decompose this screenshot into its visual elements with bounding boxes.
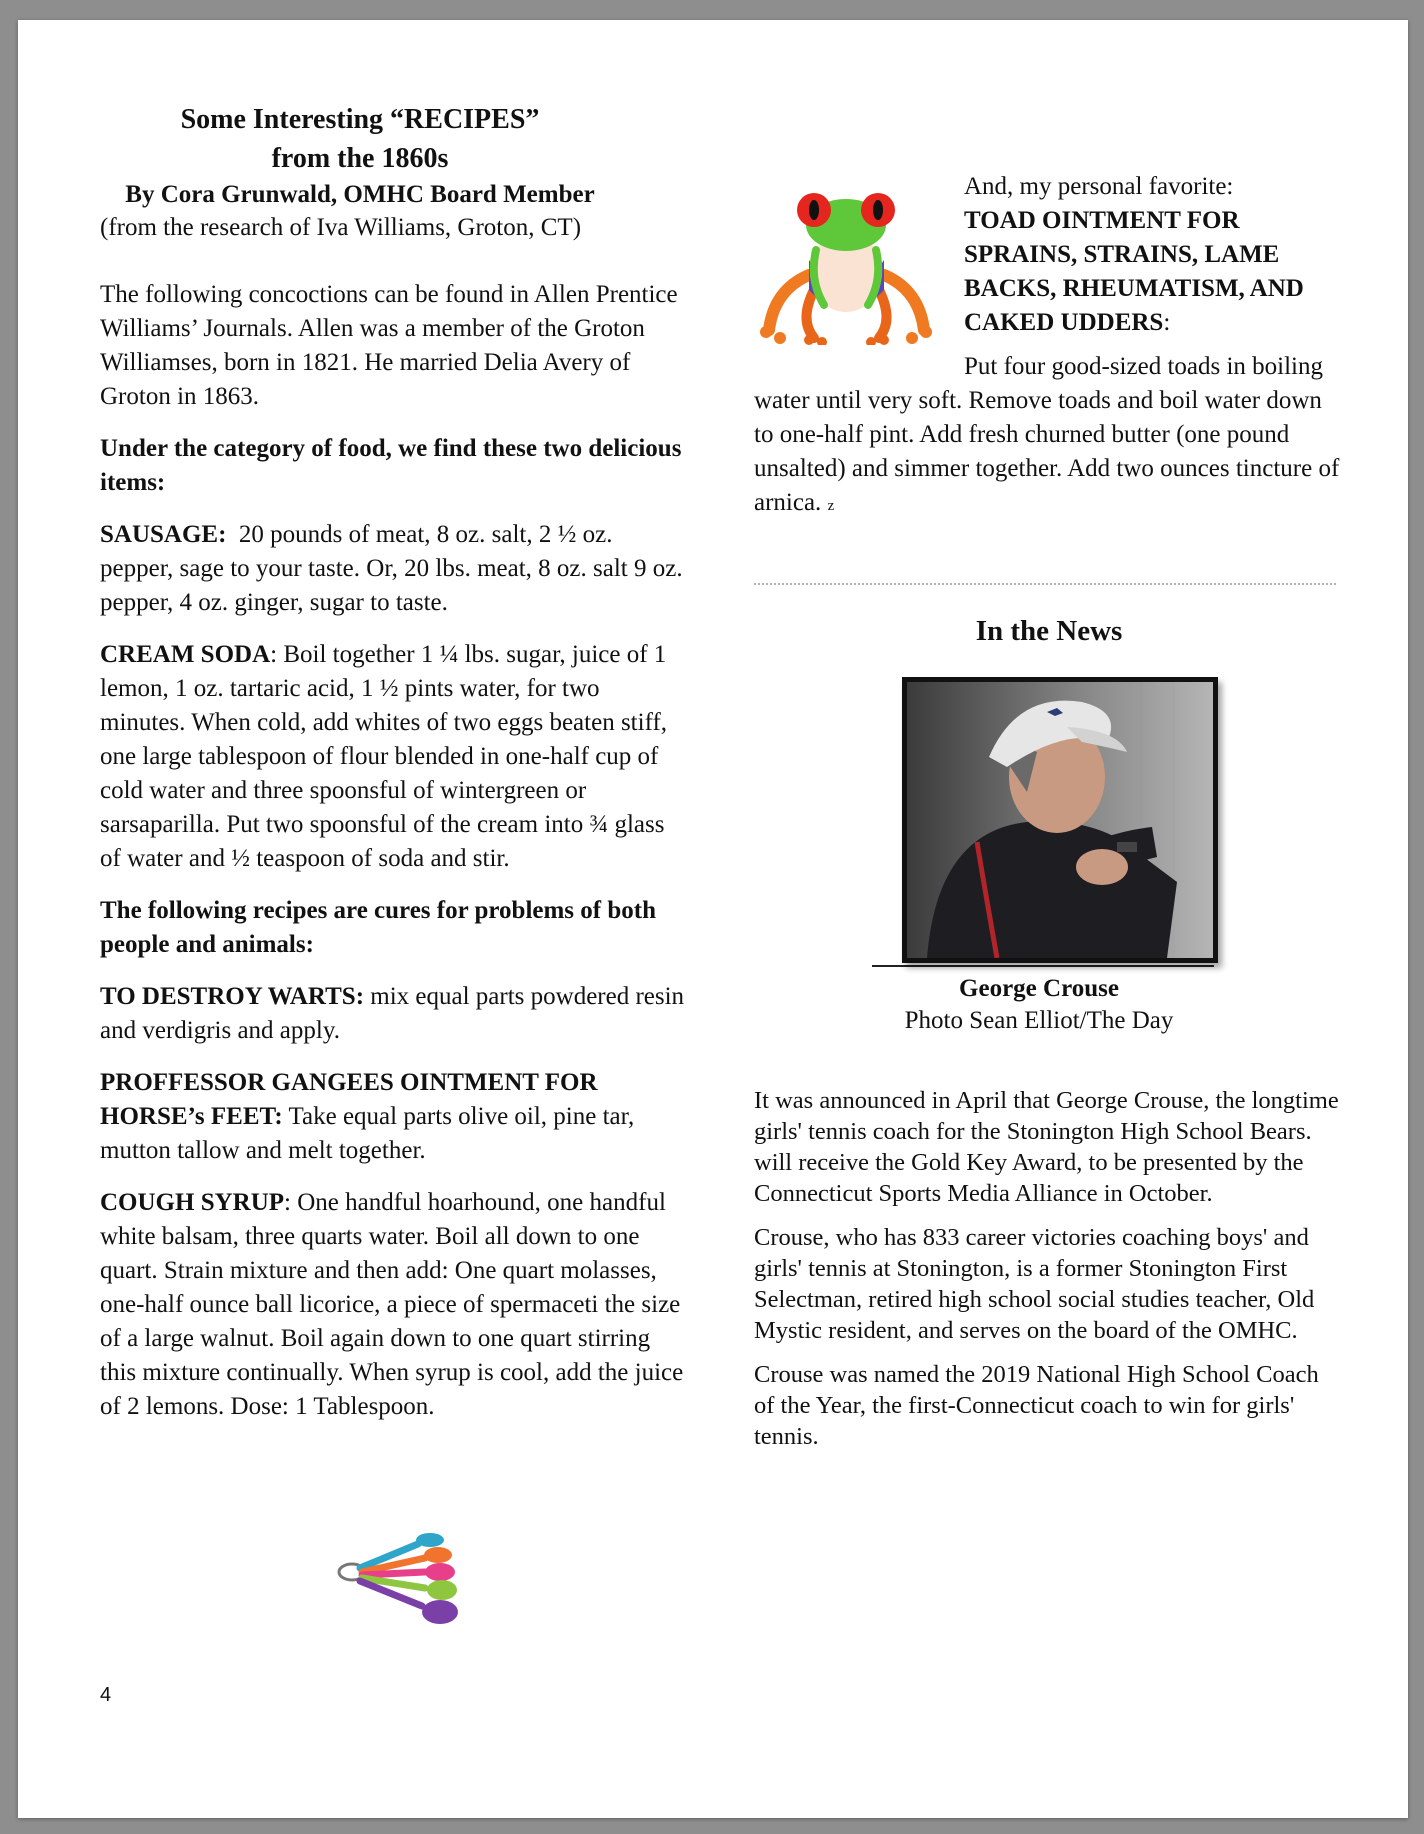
sausage-label: SAUSAGE: [100, 521, 227, 548]
author-byline: By Cora Grunwald, OMHC Board Member [125, 181, 595, 208]
frog-icon [754, 180, 939, 345]
news-photo-container [754, 677, 1344, 957]
toad-ointment-intro [754, 150, 1344, 336]
george-crouse-photo [902, 677, 1218, 963]
toad-ointment-text: Put four good-sized toads in boiling water until very soft. Remove toads and boil water down to one-half pint. Add fresh churned butter (one pound unsalted) and simmer together. Add two ounces tincture of arnica. z [754, 353, 1340, 516]
sausage-recipe: SAUSAGE: 20 pounds of meat, 8 oz. salt, 2 ½ oz. pepper, sage to your taste. Or, 20 lbs. meat, 8 oz. salt 9 oz. pepper, 4 oz. ginger, sugar to taste. [100, 521, 683, 616]
cream-soda-label: CREAM SODA [100, 641, 271, 668]
cough-syrup-label: COUGH SYRUP [100, 1189, 285, 1216]
section-divider [754, 583, 1336, 591]
horse-ointment-recipe: PROFFESSOR GANGEES OINTMENT FOR HORSE’s FEET: Take equal parts olive oil, pine tar, mutton tallow and melt together. [100, 1069, 635, 1164]
research-source: (from the research of Iva Williams, Groton, CT) [100, 214, 582, 241]
photo-credit: Photo Sean Elliot/The Day [904, 1007, 1174, 1034]
favorite-intro: And, my personal favorite: [964, 173, 1234, 200]
mark-glyph: z [827, 498, 835, 514]
news-paragraph-3: Crouse was named the 2019 National High School Coach of the Year, the first-Connecticut coach to win for girls' tennis. [754, 1361, 1319, 1450]
intro-paragraph: The following concoctions can be found in Allen Prentice Williams’ Journals. Allen was a member of the Groton Williamses, born in 1821. He married Delia Avery of Groton in 1863. [100, 281, 678, 410]
food-heading: Under the category of food, we find these two delicious items: [100, 435, 682, 496]
cream-soda-recipe: CREAM SODA: Boil together 1 ¼ lbs. sugar, juice of 1 lemon, 1 oz. tartaric acid, 1 ½ pints water, for two minutes. When cold, add whites of two eggs beaten stiff, one large tablespoon of flour blended in one-half cup of cold water and three spoonsful of wintergreen or sarsaparilla. Put two spoonsful of the cream into ¾ glass of water and ½ teaspoon of soda and stir. [100, 641, 668, 872]
newsletter-page [18, 20, 1408, 1818]
favorite-recipe-header: And, my personal favorite: TOAD OINTMENT FOR SPRAINS, STRAINS, LAME BACKS, RHEUMATISM, AND CAKED UDDERS: [964, 173, 1304, 336]
toad-ointment-label: TOAD OINTMENT FOR SPRAINS, STRAINS, LAME BACKS, RHEUMATISM, AND CAKED UDDERS [964, 207, 1304, 336]
measuring-spoons-icon [330, 1528, 480, 1638]
recipes-column [100, 100, 690, 1424]
recipes-title-line2: from the 1860s [271, 143, 449, 174]
right-column [754, 150, 1344, 1452]
recipes-title-line1: Some Interesting “RECIPES” [180, 104, 540, 135]
photo-caption-name: George Crouse [959, 975, 1119, 1002]
warts-recipe: TO DESTROY WARTS: mix equal parts powdered resin and verdigris and apply. [100, 983, 685, 1044]
page-number: 4 [100, 1684, 112, 1706]
horse-ointment-label: PROFFESSOR GANGEES OINTMENT FOR HORSE’s FEET: [100, 1069, 598, 1130]
warts-label: TO DESTROY WARTS: [100, 983, 365, 1010]
caption-rule [872, 965, 1214, 967]
news-paragraph-2: Crouse, who has 833 career victories coaching boys' and girls' tennis at Stonington, is a former Stonington First Selectman, retired high school social studies teacher, Old Mystic resident, and serves on the board of the OMHC. [754, 1224, 1315, 1344]
cures-heading: The following recipes are cures for problems of both people and animals: [100, 897, 656, 958]
news-title: In the News [975, 615, 1123, 647]
news-paragraph-1: It was announced in April that George Crouse, the longtime girls' tennis coach for the Stonington High School Bears. will receive the Gold Key Award, to be presented by the Connecticut Sports Media Alliance in October. [754, 1087, 1339, 1207]
cough-syrup-recipe: COUGH SYRUP: One handful hoarhound, one handful white balsam, three quarts water. Boil all down to one quart. Strain mixture and then add: One quart molasses, one-half ounce ball licorice, a piece of spermaceti the size of a large walnut. Boil again down to one quart stirring this mixture continually. When syrup is cool, add the juice of 2 lemons. Dose: 1 Tablespoon. [100, 1189, 684, 1420]
